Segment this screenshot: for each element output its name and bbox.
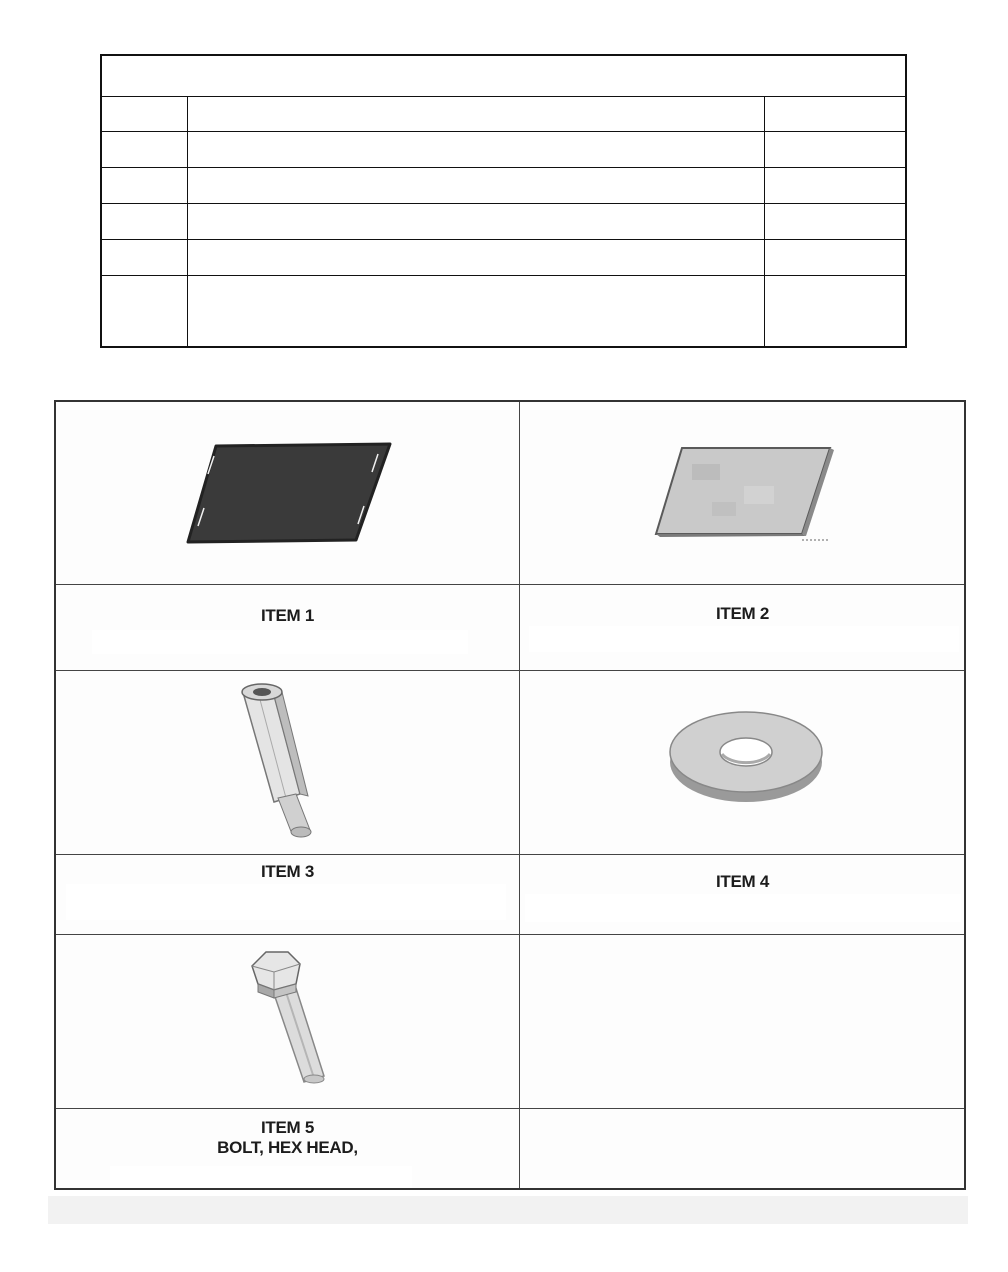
column-divider [519,402,520,1188]
row-divider [56,1108,964,1109]
column-divider [764,96,765,346]
parts-list-table [100,54,907,348]
redaction-block [92,630,468,654]
dark-plate-icon [184,438,394,546]
row-divider [56,670,964,671]
item-5-label-cell [56,1110,519,1190]
item-2-label: ITEM 2 [716,604,769,623]
item-1-image [184,438,394,551]
column-divider [187,96,188,346]
redaction-block [529,626,959,652]
item-3-image [236,682,336,849]
redaction-block [110,1166,412,1188]
item-5-subtitle: BOLT, HEX HEAD, [217,1138,358,1157]
table-row [102,204,905,240]
washer-icon [666,700,826,810]
item-5-label: ITEM 5 [261,1118,314,1137]
gray-plate-icon [652,442,882,548]
item-5-image [244,948,334,1091]
parts-list-title-row [102,56,905,97]
table-row [102,276,905,312]
item-4-label: ITEM 4 [716,872,769,891]
row-divider [56,584,964,585]
item-illustration-grid [54,400,966,1190]
item-3-label-cell [56,856,519,934]
table-row [102,132,905,168]
item-1-label-cell [56,586,519,670]
row-divider [56,854,964,855]
table-row [102,96,905,132]
standoff-icon [236,682,336,844]
empty-label-cell [521,1110,964,1190]
item-2-image [652,442,882,553]
table-row [102,240,905,276]
scan-artifact [48,1196,968,1224]
row-divider [56,934,964,935]
redaction-block [525,894,961,922]
hex-bolt-icon [244,948,334,1086]
item-2-label-cell [521,586,964,670]
item-4-label-cell [521,856,964,934]
item-3-label: ITEM 3 [261,862,314,881]
table-row [102,168,905,204]
redaction-block [66,884,506,920]
item-4-image [666,700,826,815]
item-1-label: ITEM 1 [261,606,314,625]
